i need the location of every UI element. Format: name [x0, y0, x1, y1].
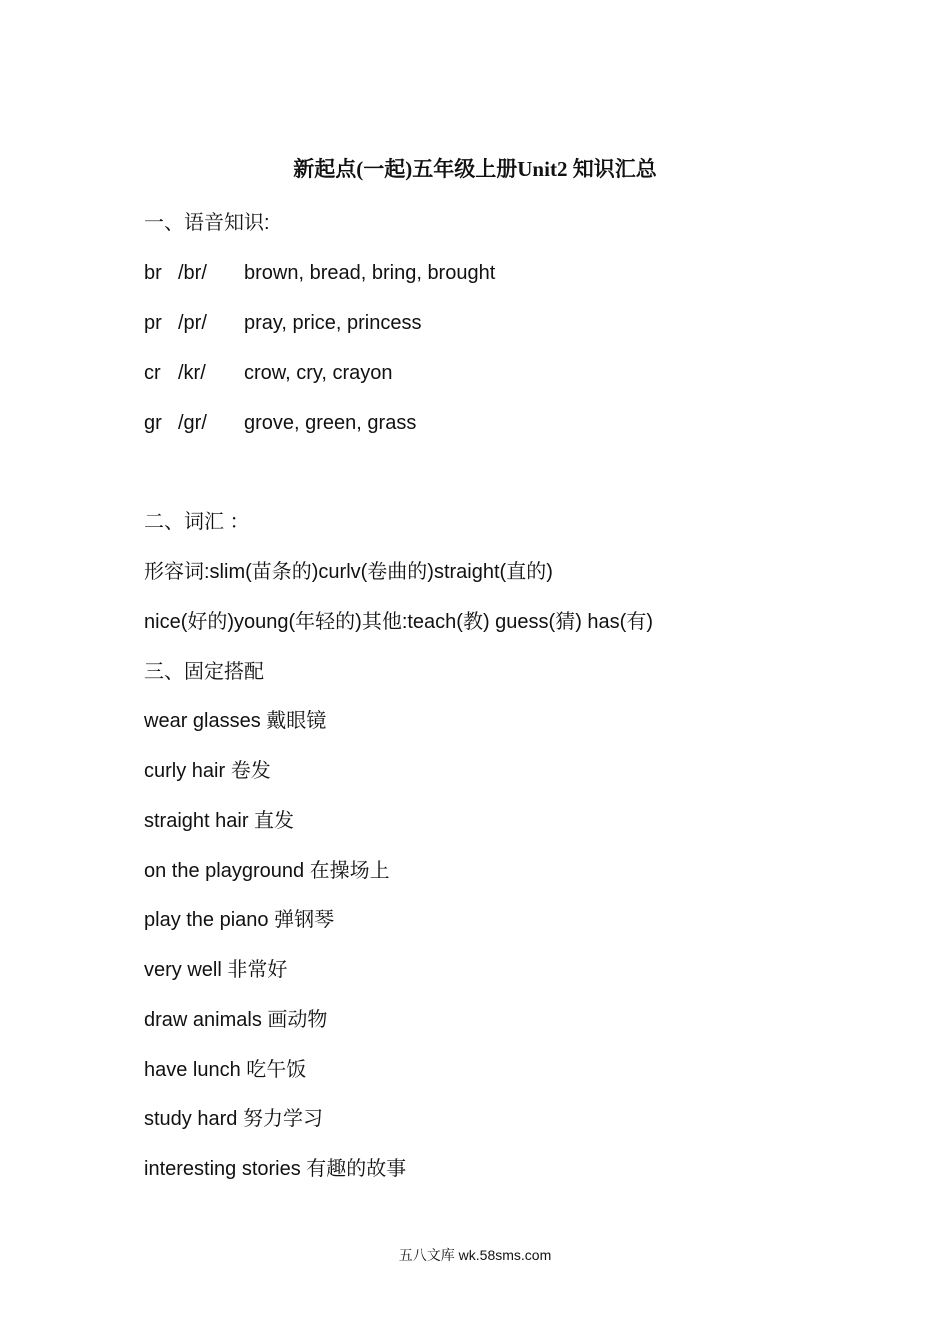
phrase-item: wear glasses 戴眼镜 — [144, 710, 327, 732]
page-footer: 五八文库 wk.58sms.com — [398, 1247, 552, 1263]
phrase-item: interesting stories 有趣的故事 — [144, 1158, 407, 1180]
phonics-letters: br — [144, 262, 162, 284]
page-title: 新起点(一起)五年级上册Unit2 知识汇总 — [293, 157, 657, 181]
phrase-item: play the piano 弹钢琴 — [144, 909, 335, 931]
phonics-words: grove, green, grass — [244, 412, 417, 434]
phonics-letters: pr — [144, 312, 162, 334]
phrase-item: curly hair 卷发 — [144, 760, 271, 782]
section-heading-vocabulary: 二、词汇 ： — [144, 511, 250, 533]
phrase-item: very well 非常好 — [144, 959, 288, 981]
phonics-row — [144, 309, 421, 337]
phrase-item: on the playground 在操场上 — [144, 860, 390, 882]
vocabulary-line: 形容词:slim(苗条的)curlv(卷曲的)straight(直的) — [144, 561, 553, 583]
phrase-item: draw animals 画动物 — [144, 1009, 328, 1031]
phonics-ipa: /pr/ — [178, 312, 207, 334]
phrase-item: straight hair 直发 — [144, 810, 295, 832]
phonics-letters: cr — [144, 362, 161, 384]
phonics-ipa: /kr/ — [178, 362, 206, 384]
vocabulary-line: nice(好的)young(年轻的)其他:teach(教) guess(猜) has(有) — [144, 611, 653, 633]
phrase-item: have lunch 吃午饭 — [144, 1059, 307, 1081]
phonics-row — [144, 259, 495, 287]
phonics-row — [144, 359, 393, 387]
section-heading-phonics: 一、语音知识: — [144, 212, 270, 234]
phonics-row — [144, 409, 416, 437]
phonics-words: pray, price, princess — [244, 312, 422, 334]
phonics-ipa: /gr/ — [178, 412, 207, 434]
phonics-ipa: /br/ — [178, 262, 207, 284]
phonics-words: brown, bread, bring, brought — [244, 262, 496, 284]
phonics-words: crow, cry, crayon — [244, 362, 393, 384]
section-heading-phrases: 三、固定搭配 — [144, 661, 264, 683]
phonics-letters: gr — [144, 412, 162, 434]
phrase-item: study hard 努力学习 — [144, 1108, 323, 1130]
